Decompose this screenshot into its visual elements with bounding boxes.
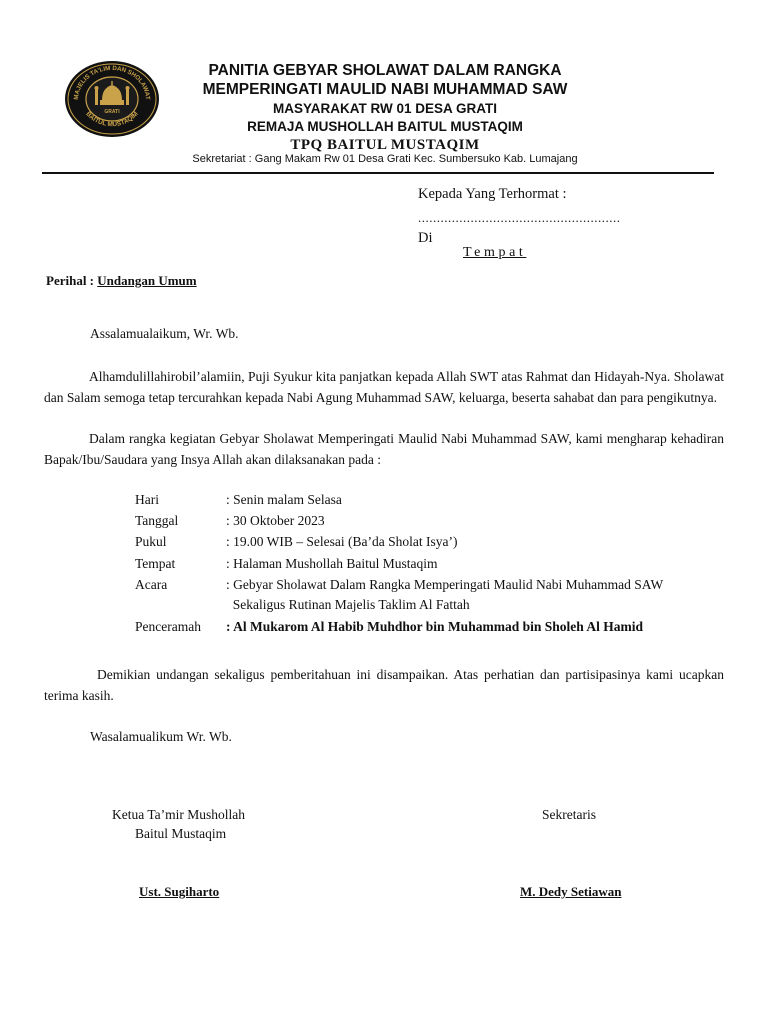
organization-logo [64,60,160,138]
detail-value-penceramah: : Al Mukarom Al Habib Muhdhor bin Muhammad bin Sholeh Al Hamid [226,619,643,634]
logo-text-center: GRATI [104,109,120,115]
signature-left-title: Ketua Ta’mir Mushollah [112,807,246,822]
logo-text-top: MAJELIS TA'LIM DAN SHOLAWAT [72,64,152,101]
addressee-di: Di [418,230,433,246]
letterhead-divider [42,172,714,174]
secretariat-address: Sekretariat : Gang Makam Rw 01 Desa Grati Kec. Sumbersuko Kab. Lumajang [192,153,578,165]
paragraph-invitation: Dalam rangka kegiatan Gebyar Sholawat Memperingati Maulid Nabi Muhammad SAW, kami mengharap kehadiran Bapak/Ibu/Saudara yang Insya Allah akan dilaksanakan pada : [44,431,724,468]
signature-left-subtitle: Baitul Mustaqim [135,826,227,841]
letterhead-line-5: TPQ BAITUL MUSTAQIM [290,137,480,153]
addressee-place: Tempat [463,245,527,260]
closing-salutation: Wasalamualikum Wr. Wb. [90,729,232,744]
detail-label-tempat: Tempat [135,556,176,571]
paragraph-opening: Alhamdulillahirobil’alamiin, Puji Syukur kita panjatkan kepada Allah SWT atas Rahmat dan Hidayah-Nya. Sholawat dan Salam semoga tetap tercurahkan kepada Nabi Agung Muhammad SAW, keluarga, beserta sahabat dan para pengikutnya. [44,369,724,406]
subject-line [46,273,197,289]
logo-text-bottom: BAITUL MUSTAQIM [84,110,140,129]
detail-label-penceramah: Penceramah [135,619,201,634]
detail-value-pukul: : 19.00 WIB – Selesai (Ba’da Sholat Isya’) [226,534,458,549]
letterhead-line-3: MASYARAKAT RW 01 DESA GRATI [272,101,498,116]
addressee-blank: ...................................................... [418,210,621,225]
detail-value-tanggal: : 30 Oktober 2023 [226,513,325,528]
subject-value: Undangan Umum [97,273,197,288]
signature-right-name: M. Dedy Setiawan [520,884,622,899]
addressee-to: Kepada Yang Terhormat : [418,186,567,202]
detail-label-hari: Hari [135,492,159,507]
signature-right-title: Sekretaris [542,807,596,822]
paragraph-closing: Demikian undangan sekaligus pemberitahuan ini disampaikan. Atas perhatian dan partisipasinya kami ucapkan terima kasih. [44,667,724,704]
letterhead-line-2: MEMPERINGATI MAULID NABI MUHAMMAD SAW [202,81,568,98]
letterhead-line-4: REMAJA MUSHOLLAH BAITUL MUSTAQIM [247,119,523,134]
signature-left-name: Ust. Sugiharto [139,884,220,899]
letterhead-line-1: PANITIA GEBYAR SHOLAWAT DALAM RANGKA [208,62,562,79]
detail-label-pukul: Pukul [135,534,167,549]
greeting: Assalamualaikum, Wr. Wb. [90,326,239,341]
detail-label-acara: Acara [135,577,168,592]
detail-value-acara-continued: Sekaligus Rutinan Majelis Taklim Al Fattah [226,597,470,612]
subject-label: Perihal : [46,273,98,288]
detail-label-tanggal: Tanggal [135,513,179,528]
detail-value-acara: : Gebyar Sholawat Dalam Rangka Memperingati Maulid Nabi Muhammad SAW [226,577,664,592]
detail-value-hari: : Senin malam Selasa [226,492,342,507]
detail-value-tempat: : Halaman Mushollah Baitul Mustaqim [226,556,438,571]
